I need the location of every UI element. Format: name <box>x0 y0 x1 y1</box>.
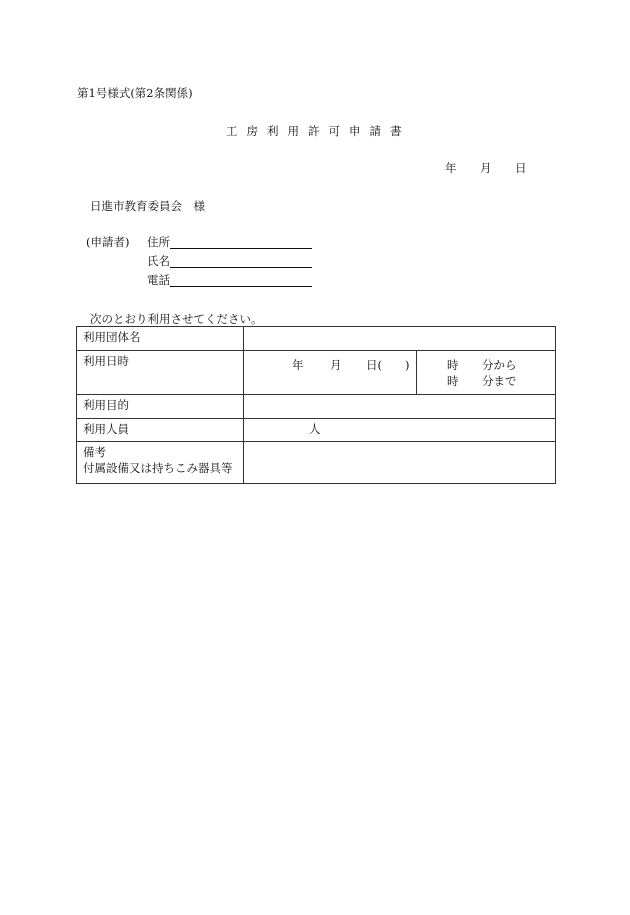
remarks-title: 備考 <box>83 445 106 459</box>
address-row <box>147 235 312 249</box>
address-label: 住所 <box>147 235 170 249</box>
phone-label: 電話 <box>147 273 170 287</box>
name-field[interactable] <box>170 255 312 268</box>
remarks-label <box>77 442 244 484</box>
datetime-label: 利用日時 <box>77 351 244 395</box>
dt-year: 年 <box>292 358 304 372</box>
date-year: 年 <box>445 161 457 175</box>
purpose-field[interactable] <box>244 395 556 419</box>
time-from-min: 分から <box>482 358 517 372</box>
time-to-min: 分まで <box>482 374 517 388</box>
time-to-hour: 時 <box>447 374 459 388</box>
people-unit: 人 <box>309 422 321 436</box>
form-number: 第1号様式(第2条関係) <box>77 86 193 100</box>
group-name-label: 利用団体名 <box>77 327 244 351</box>
remarks-field[interactable] <box>244 442 556 484</box>
phone-row <box>147 273 312 287</box>
dt-divider <box>416 351 417 394</box>
phone-field[interactable] <box>170 274 312 287</box>
name-row <box>147 254 312 268</box>
intro-text: 次のとおり利用させてください。 <box>90 312 263 326</box>
date-day: 日 <box>515 161 527 175</box>
usage-form-table <box>76 326 556 484</box>
people-label: 利用人員 <box>77 419 244 442</box>
address-field[interactable] <box>170 236 312 249</box>
datetime-field[interactable] <box>244 351 556 395</box>
people-field[interactable] <box>244 419 556 442</box>
applicant-label: (申請者) <box>86 235 130 249</box>
addressee: 日進市教育委員会 様 <box>90 199 205 213</box>
name-label: 氏名 <box>147 254 170 268</box>
purpose-label: 利用目的 <box>77 395 244 419</box>
date-month: 月 <box>480 161 492 175</box>
group-name-field[interactable] <box>244 327 556 351</box>
dt-month: 月 <box>330 358 342 372</box>
dt-day: 日( ) <box>366 358 410 372</box>
time-from-hour: 時 <box>447 358 459 372</box>
document-title: 工 房 利 用 許 可 申 請 書 <box>226 124 402 138</box>
remarks-subtitle: 付属設備又は持ちこみ器具等 <box>83 461 233 475</box>
